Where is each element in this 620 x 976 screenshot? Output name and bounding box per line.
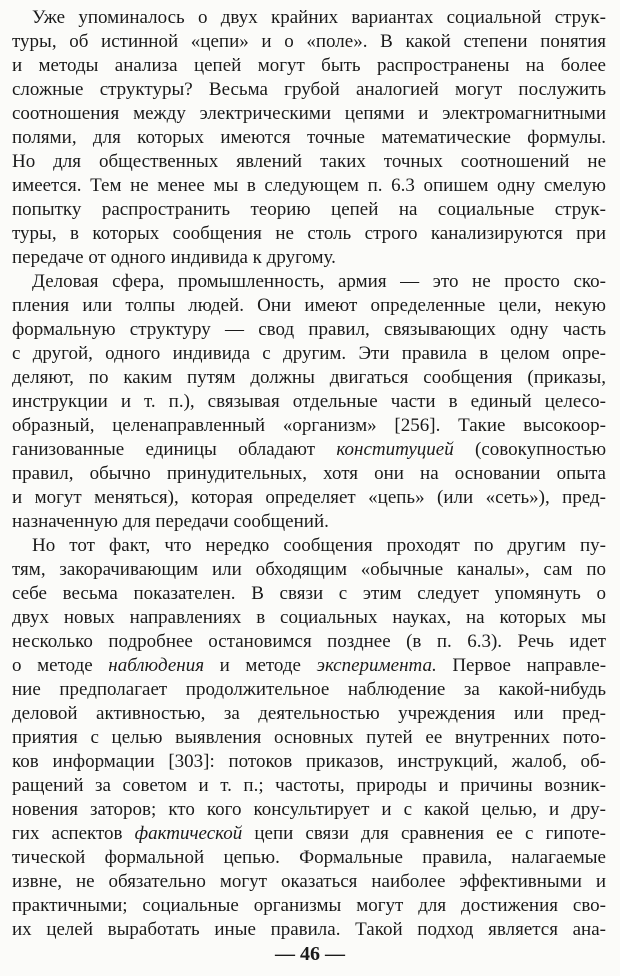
text-line	[12, 654, 606, 678]
italic-term-eksperiment: эксперимента.	[316, 655, 437, 676]
text-line: Но тот факт, что нередко сообщения проходят по другим пу-	[32, 535, 606, 556]
text-line: себе весьма показателен. В связи с этим следует упомянуть о	[12, 583, 606, 604]
text-line: пления или толпы людей. Они имеют определенные цели, некую	[12, 295, 606, 316]
text-run: и методе	[204, 655, 317, 676]
text-line: приятия с целью выявления основных путей ее внутренних пото-	[12, 727, 606, 748]
text-line: и могут меняться), которая определяет «цепь» (или «сеть»), пред-	[12, 487, 606, 508]
text-line	[12, 822, 606, 846]
text-line: образный, целенаправленный «организм» [256]. Такие высокоор-	[12, 415, 606, 436]
text-run: ганизованные единицы обладают	[12, 439, 337, 460]
text-line: туры, в которых сообщения не столь строго канализируются при	[12, 223, 606, 244]
text-run: гих аспектов	[12, 823, 135, 844]
text-line: ние предполагает продолжительное наблюдение за какой-нибудь	[12, 679, 606, 700]
text-line: передаче от одного индивида к другому.	[12, 247, 336, 268]
text-run: Первое направле-	[436, 655, 606, 676]
text-run: цепи связи для сравнения ее с гипоте-	[242, 823, 606, 844]
text-line: правил, обычно принудительных, хотя они на основании опыта	[12, 463, 606, 484]
italic-term-nablyudenie: наблюдения	[108, 655, 205, 676]
italic-term-fakticheskaya: фактической	[134, 823, 243, 844]
text-line: двух новых направлениях в социальных науках, на которых мы	[12, 607, 606, 628]
text-line: деляют, по каким путям должны двигаться сообщения (приказы,	[12, 367, 606, 388]
text-line: Но для общественных явлений таких точных соотношений не	[12, 151, 606, 172]
text-line: попытку распространить теорию цепей на социальные струк-	[12, 199, 606, 220]
text-line: назначенную для передачи сообщений.	[12, 511, 329, 532]
text-line: деловой активностью, за деятельностью учреждения или пред-	[12, 703, 606, 724]
text-line: тям, закорачивающим или обходящим «обычные каналы», сам по	[12, 559, 606, 580]
text-run: (совокупностью	[453, 439, 606, 460]
text-line: имеется. Тем не менее мы в следующем п. 6.3 опишем одну смелую	[12, 175, 606, 196]
text-line: тической формальной цепью. Формальные правила, налагаемые	[12, 847, 606, 868]
text-line: Уже упоминалось о двух крайних вариантах социальной струк-	[32, 7, 606, 28]
text-line: инструкции и т. п.), связывая отдельные части в единый целесо-	[12, 391, 606, 412]
text-line: туры, об истинной «цепи» и о «поле». В какой степени понятия	[12, 31, 606, 52]
text-line: несколько подробнее остановимся позднее (в п. 6.3). Речь идет	[12, 631, 606, 652]
text-line: соотношения между электрическими цепями и электромагнитными	[12, 103, 606, 124]
text-line: и методы анализа цепей могут быть распространены на более	[12, 55, 606, 76]
text-line: сложные структуры? Весьма грубой аналогией могут послужить	[12, 79, 606, 100]
text-line: ращений за советом и т. п.; частоты, природы и причины возник-	[12, 775, 606, 796]
text-line: практичными; социальные организмы могут для достижения сво-	[12, 895, 606, 916]
text-line: новения заторов; кто кого консультирует и с какой целью, и дру-	[12, 799, 606, 820]
text-line: формальную структуру — свод правил, связывающих одну часть	[12, 319, 606, 340]
text-line: ков информации [303]: потоков приказов, инструкций, жалоб, об-	[12, 751, 606, 772]
page-number: — 46 —	[275, 943, 345, 965]
text-run: о методе	[12, 655, 109, 676]
text-line: извне, не обязательно могут оказаться наиболее эффективными и	[12, 871, 606, 892]
text-line: их целей выработать иные правила. Такой подход является ана-	[12, 919, 606, 940]
italic-term-konstitutsiya: конституцией	[336, 439, 454, 460]
text-line	[12, 438, 606, 462]
text-line: с другой, одного индивида с другим. Эти правила в целом опре-	[12, 343, 606, 364]
text-line: полями, для которых имеются точные математические формулы.	[12, 127, 606, 148]
text-line: Деловая сфера, промышленность, армия — это не просто ско-	[32, 271, 606, 292]
